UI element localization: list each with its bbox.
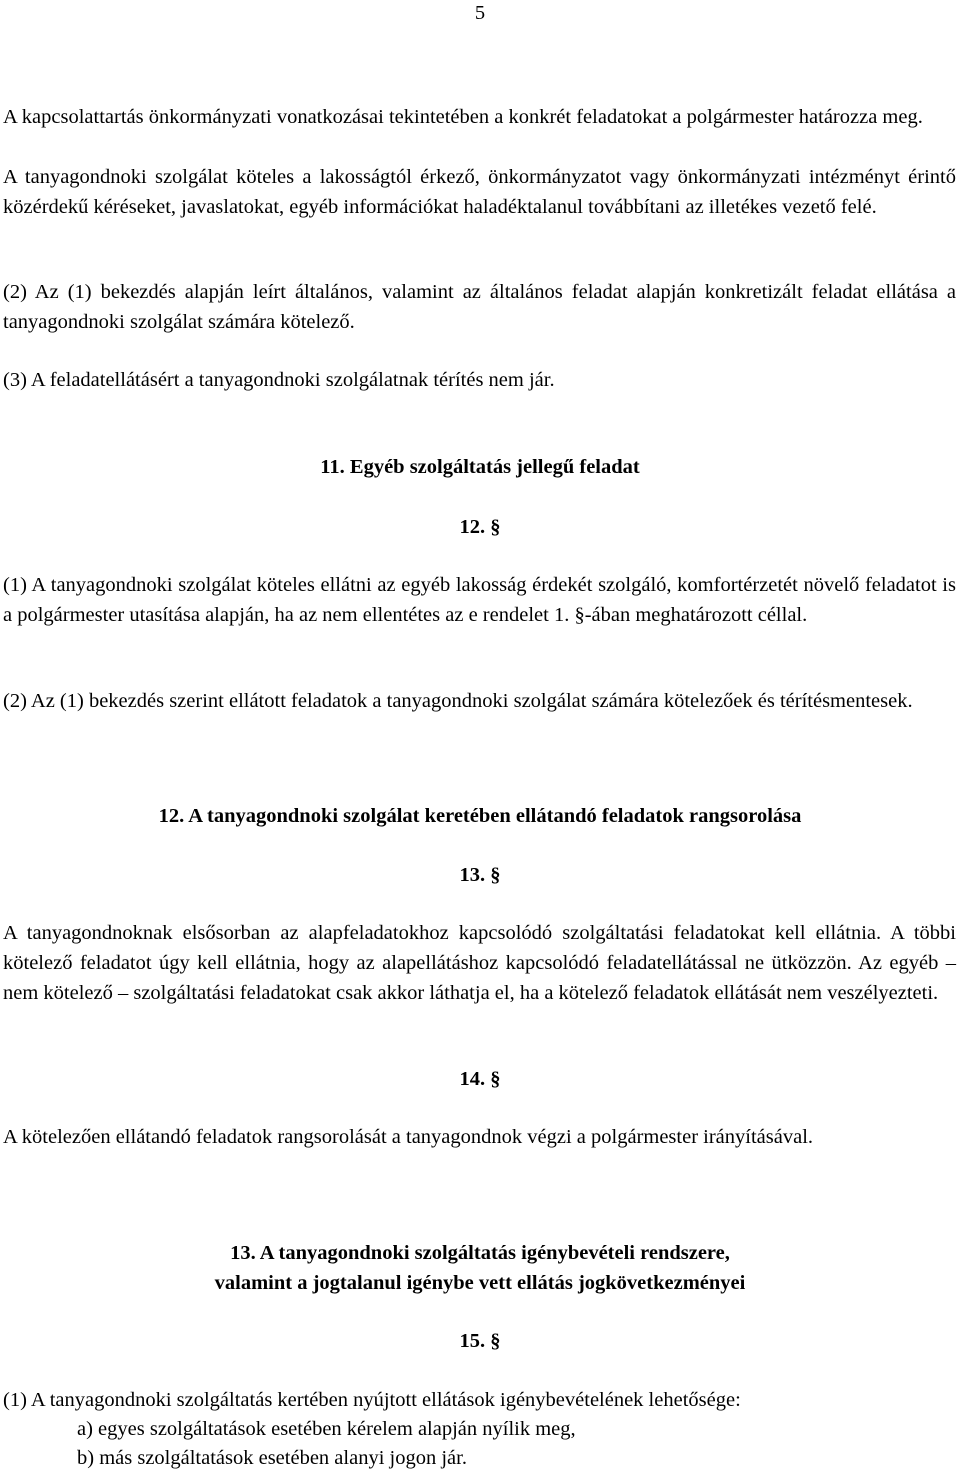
section-heading-13-line-1: 13. A tanyagondnoki szolgáltatás igénybevételi rendszere,	[230, 1242, 730, 1264]
paragraph-number-15: 15. §	[459, 1330, 501, 1352]
paragraph-other-services: (1) A tanyagondnoki szolgálat köteles ellátni az egyéb lakosság érdekét szolgáló, komfortérzetét növelő feladatot is a polgármester utasítása alapján, ha az nem ellentétes az e rendelet 1. §-ában meghatározott céllal.	[3, 574, 956, 626]
section-heading-11: 11. Egyéb szolgáltatás jellegű feladat	[320, 456, 640, 478]
paragraph-contact: A kapcsolattartás önkormányzati vonatkozásai tekintetében a konkrét feladatokat a polgármester határozza meg.	[3, 106, 923, 128]
paragraph-mandatory: (2) Az (1) bekezdés alapján leírt általános, valamint az általános feladat alapján konkretizált feladat ellátása a tanyagondnoki szolgálat számára kötelező.	[3, 281, 956, 333]
section-heading-13	[0, 1238, 960, 1298]
paragraph-usage: (1) A tanyagondnoki szolgáltatás kertében nyújtott ellátások igénybevételének lehetősége:	[3, 1389, 741, 1411]
section-heading-13-line-2: valamint a jogtalanul igénybe vett ellátás jogkövetkezményei	[214, 1272, 746, 1294]
section-heading-12: 12. A tanyagondnoki szolgálat keretében ellátandó feladatok rangsorolása	[158, 805, 802, 827]
paragraph-number-13: 13. §	[459, 864, 501, 886]
paragraph-forwarding: A tanyagondnoki szolgálat köteles a lakosságtól érkező, önkormányzatot vagy önkormányzati intézményt érintő közérdekű kéréseket, javaslatokat, egyéb információkat haladéktalanul továbbítani az illetékes vezető felé.	[3, 166, 956, 218]
paragraph-no-fee: (3) A feladatellátásért a tanyagondnoki szolgálatnak térítés nem jár.	[3, 369, 555, 391]
list-item-b: b) más szolgáltatások esetében alanyi jogon jár.	[77, 1447, 467, 1469]
paragraph-priority: A tanyagondnoknak elsősorban az alapfeladatokhoz kapcsolódó szolgáltatási feladatokat kell ellátnia. A többi kötelező feladatot úgy kell ellátnia, hogy az alapellátáshoz kapcsolódó feladatellátással ne ütközzön. Az egyéb – nem kötelező – szolgáltatási feladatokat csak akkor láthatja el, ha a kötelező feladatok ellátását nem veszélyezteti.	[3, 922, 956, 1004]
list-item-a: a) egyes szolgáltatások esetében kérelem alapján nyílik meg,	[77, 1418, 576, 1440]
paragraph-number-14: 14. §	[459, 1068, 501, 1090]
page-number: 5	[474, 2, 486, 24]
paragraph-ranking: A kötelezően ellátandó feladatok rangsorolását a tanyagondnok végzi a polgármester irányításával.	[3, 1126, 814, 1148]
paragraph-number-12: 12. §	[459, 516, 501, 538]
paragraph-other-mandatory: (2) Az (1) bekezdés szerint ellátott feladatok a tanyagondnoki szolgálat számára kötelezőek és térítésmentesek.	[3, 690, 913, 712]
